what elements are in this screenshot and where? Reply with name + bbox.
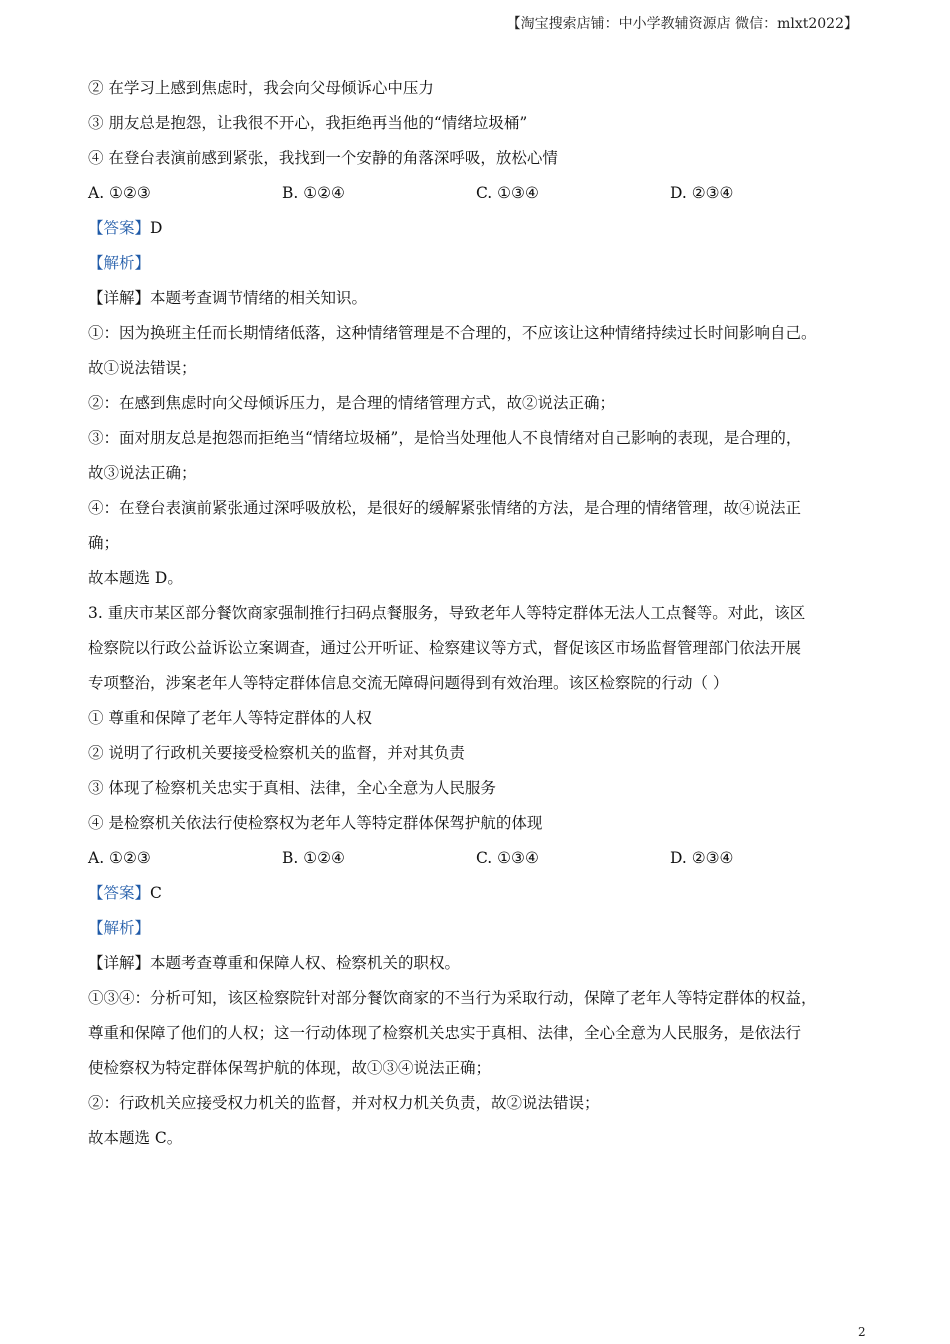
q3-stem-line: 3. 重庆市某区部分餐饮商家强制推行扫码点餐服务，导致老年人等特定群体无法人工点餐等。对此，该区 bbox=[88, 604, 806, 622]
q2-statement-2: ② 在学习上感到焦虑时，我会向父母倾诉心中压力 bbox=[88, 79, 434, 97]
q2-option-b: B. ①②④ bbox=[282, 184, 345, 202]
q2-answer bbox=[88, 217, 873, 239]
q3-detail-line: 使检察权为特定群体保驾护航的体现，故①③④说法正确； bbox=[88, 1059, 492, 1077]
q3-statement-2: ② 说明了行政机关要接受检察机关的监督，并对其负责 bbox=[88, 744, 465, 762]
q3-detail-line: ②：行政机关应接受权力机关的监督，并对权力机关负责，故②说法错误； bbox=[88, 1094, 600, 1112]
q2-option-c: C. ①③④ bbox=[476, 184, 539, 202]
q3-analysis-tag: 【解析】 bbox=[88, 919, 151, 937]
document-body bbox=[88, 77, 873, 1162]
q3-answer bbox=[88, 882, 873, 904]
answer-tag: 【答案】 bbox=[88, 884, 151, 902]
q3-detail-line: ①③④：分析可知，该区检察院针对部分餐饮商家的不当行为采取行动，保障了老年人等特定群体的权益， bbox=[88, 989, 817, 1007]
q2-detail-line: 故本题选 D。 bbox=[88, 569, 183, 587]
q3-stem-line: 专项整治，涉案老年人等特定群体信息交流无障碍问题得到有效治理。该区检察院的行动（ ） bbox=[88, 674, 729, 692]
q2-analysis-tag: 【解析】 bbox=[88, 254, 151, 272]
q2-detail-line: ④：在登台表演前紧张通过深呼吸放松，是很好的缓解紧张情绪的方法，是合理的情绪管理，故④说法正 bbox=[88, 499, 802, 517]
q2-option-d: D. ②③④ bbox=[670, 184, 734, 202]
page-number: 2 bbox=[858, 1325, 866, 1339]
q3-option-c: C. ①③④ bbox=[476, 849, 539, 867]
q3-detail-line: 【详解】本题考查尊重和保障人权、检察机关的职权。 bbox=[88, 954, 461, 972]
answer-value: C bbox=[150, 884, 162, 902]
q3-options bbox=[88, 847, 873, 869]
answer-tag: 【答案】 bbox=[88, 219, 151, 237]
q3-detail-line: 故本题选 C。 bbox=[88, 1129, 183, 1147]
q2-options bbox=[88, 182, 873, 204]
q2-detail-line: 故①说法错误； bbox=[88, 359, 197, 377]
q2-statement-3: ③ 朋友总是抱怨，让我很不开心，我拒绝再当他的“情绪垃圾桶” bbox=[88, 114, 528, 132]
q2-option-a: A. ①②③ bbox=[88, 184, 151, 202]
page-header: 【淘宝搜索店铺：中小学教辅资源店 微信：mlxt2022】 bbox=[506, 16, 858, 32]
q2-detail-line: 确； bbox=[88, 534, 120, 552]
q3-statement-3: ③ 体现了检察机关忠实于真相、法律，全心全意为人民服务 bbox=[88, 779, 496, 797]
q3-statement-4: ④ 是检察机关依法行使检察权为老年人等特定群体保驾护航的体现 bbox=[88, 814, 543, 832]
q3-detail-line: 尊重和保障了他们的人权；这一行动体现了检察机关忠实于真相、法律，全心全意为人民服务，是依法行 bbox=[88, 1024, 802, 1042]
q2-detail-line: ②：在感到焦虑时向父母倾诉压力，是合理的情绪管理方式，故②说法正确； bbox=[88, 394, 616, 412]
q3-statement-1: ① 尊重和保障了老年人等特定群体的人权 bbox=[88, 709, 372, 727]
q2-detail-line: ①：因为换班主任而长期情绪低落，这种情绪管理是不合理的，不应该让这种情绪持续过长时间影响自己。 bbox=[88, 324, 817, 342]
q3-option-a: A. ①②③ bbox=[88, 849, 151, 867]
q3-stem-line: 检察院以行政公益诉讼立案调查，通过公开听证、检察建议等方式，督促该区市场监督管理部门依法开展 bbox=[88, 639, 802, 657]
q2-statement-4: ④ 在登台表演前感到紧张，我找到一个安静的角落深呼吸，放松心情 bbox=[88, 149, 558, 167]
q2-detail-line: 故③说法正确； bbox=[88, 464, 197, 482]
q3-option-d: D. ②③④ bbox=[670, 849, 734, 867]
q3-option-b: B. ①②④ bbox=[282, 849, 345, 867]
answer-value: D bbox=[150, 219, 163, 237]
q2-detail-line: ③：面对朋友总是抱怨而拒绝当“情绪垃圾桶”，是恰当处理他人不良情绪对自己影响的表现，是合理的， bbox=[88, 429, 802, 447]
q2-detail-line: 【详解】本题考查调节情绪的相关知识。 bbox=[88, 289, 368, 307]
